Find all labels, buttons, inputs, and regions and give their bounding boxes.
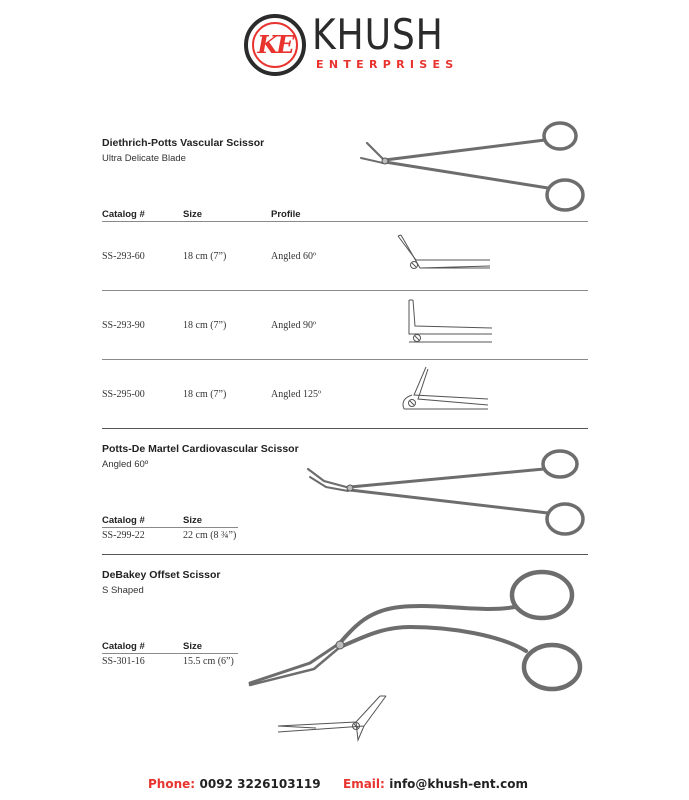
table-cell-size: 18 cm (7”) <box>183 251 227 262</box>
section-divider <box>102 428 588 429</box>
table-cell-size: 15.5 cm (6”) <box>183 656 234 667</box>
table-cell-size: 22 cm (8 ¾”) <box>183 530 237 541</box>
column-header-catalog: Catalog # <box>102 515 145 526</box>
section-subtitle: S Shaped <box>102 585 144 596</box>
section-subtitle: Ultra Delicate Blade <box>102 153 186 164</box>
email-label: Email: <box>343 777 385 791</box>
column-header-catalog: Catalog # <box>102 641 145 652</box>
potts-de-martel-scissor-image <box>302 447 592 542</box>
section-title: Diethrich-Potts Vascular Scissor <box>102 137 265 149</box>
table-cell-profile: Angled 60º <box>271 251 317 262</box>
phone-number[interactable]: 0092 3226103119 <box>199 777 321 791</box>
table-cell-catalog: SS-299-22 <box>102 530 145 541</box>
table-row-rule <box>102 359 588 360</box>
column-header-size: Size <box>183 641 203 652</box>
section-divider <box>102 554 588 555</box>
table-cell-catalog: SS-293-60 <box>102 251 145 262</box>
table-cell-profile: Angled 90º <box>271 320 317 331</box>
table-cell-catalog: SS-293-90 <box>102 320 145 331</box>
column-header-catalog: Catalog # <box>102 209 145 220</box>
debakey-offset-scissor-image <box>240 565 590 695</box>
table-cell-profile: Angled 125º <box>271 389 322 400</box>
profile-angled-90-image <box>400 298 496 350</box>
table-header-rule <box>102 221 588 222</box>
section-subtitle: Angled 60º <box>102 459 149 470</box>
brand-name: KHUSH <box>312 10 444 59</box>
footer-email <box>343 775 528 793</box>
profile-angled-60-image <box>392 232 492 280</box>
table-header-rule <box>102 527 238 528</box>
table-cell-size: 18 cm (7”) <box>183 389 227 400</box>
brand-monogram: KE <box>257 30 293 59</box>
table-row-rule <box>102 290 588 291</box>
column-header-size: Size <box>183 209 203 220</box>
section-title: DeBakey Offset Scissor <box>102 569 221 581</box>
phone-label: Phone: <box>148 777 196 791</box>
brand-logo-mark <box>244 14 306 76</box>
debakey-profile-image <box>272 694 392 750</box>
profile-angled-125-image <box>398 365 492 417</box>
table-header-rule <box>102 653 238 654</box>
table-cell-catalog: SS-301-16 <box>102 656 145 667</box>
footer-phone <box>148 775 321 793</box>
table-cell-catalog: SS-295-00 <box>102 389 145 400</box>
column-header-profile: Profile <box>271 209 301 220</box>
email-address[interactable]: info@khush-ent.com <box>389 777 528 791</box>
diethrich-potts-scissor-image <box>355 118 585 218</box>
brand-tagline: ENTERPRISES <box>316 58 459 71</box>
column-header-size: Size <box>183 515 203 526</box>
section-title: Potts-De Martel Cardiovascular Scissor <box>102 443 299 455</box>
table-cell-size: 18 cm (7”) <box>183 320 227 331</box>
